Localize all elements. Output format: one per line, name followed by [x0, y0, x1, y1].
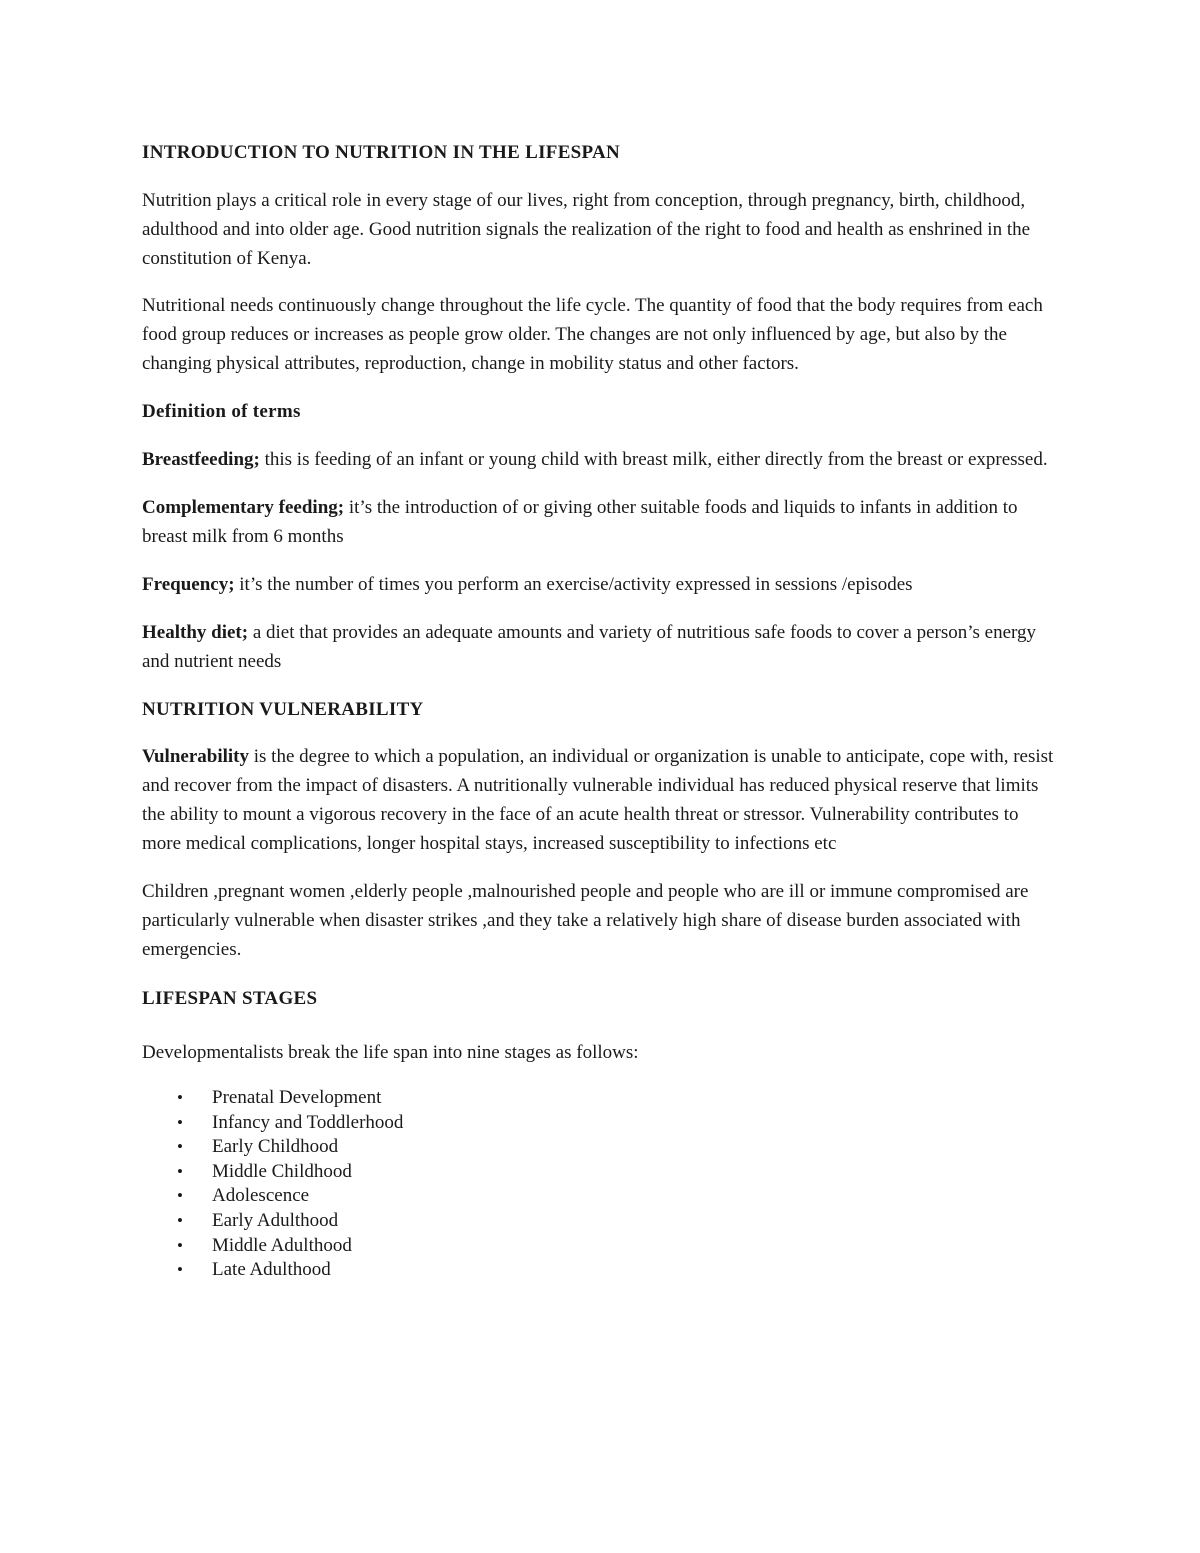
list-item: [142, 1160, 1062, 1185]
vulnerability-term: Vulnerability: [142, 746, 249, 767]
list-item: [142, 1234, 1062, 1259]
bullet-icon: •: [177, 1137, 183, 1157]
list-item: [142, 1135, 1062, 1160]
vulnerability-paragraph: [142, 742, 1062, 858]
stage-label: Middle Adulthood: [212, 1234, 352, 1256]
bullet-icon: •: [177, 1161, 183, 1181]
definition-term: Complementary feeding;: [142, 497, 345, 518]
definition-breastfeeding: [142, 445, 1062, 474]
definition-text: a diet that provides an adequate amounts and variety of nutritious safe foods to cover a person’s energy and nutrient needs: [142, 622, 1036, 672]
stage-label: Prenatal Development: [212, 1087, 382, 1108]
lifespan-intro: Developmentalists break the life span into nine stages as follows:: [142, 1042, 639, 1063]
definitions-heading: Definition of terms: [142, 401, 301, 422]
bullet-icon: •: [177, 1210, 183, 1230]
bullet-icon: •: [177, 1112, 183, 1132]
list-item: [142, 1111, 1062, 1136]
document-page: [142, 138, 1062, 1283]
definition-healthy-diet: [142, 618, 1062, 676]
lifespan-stages-list: [142, 1086, 1062, 1283]
intro-paragraph-1: Nutrition plays a critical role in every stage of our lives, right from conception, through pregnancy, birth, childhood, adulthood and into older age. Good nutrition signals the realization of the right to food and health as enshrined in the constitution of Kenya.: [142, 190, 1031, 269]
vulnerable-groups-paragraph: Children ,pregnant women ,elderly people ,malnourished people and people who are ill or immune compromised are particularly vulnerable when disaster strikes ,and they take a relatively high share of disease burden associated with emergencies.: [142, 881, 1029, 960]
definition-text: it’s the introduction of or giving other suitable foods and liquids to infants in addition to breast milk from 6 months: [142, 497, 1018, 547]
definition-complementary-feeding: [142, 493, 1062, 551]
definition-term: Frequency;: [142, 574, 235, 595]
vulnerability-text: is the degree to which a population, an individual or organization is unable to anticipate, cope with, resist and recover from the impact of disasters. A nutritionally vulnerable individual has reduced physical reserve that limits the ability to mount a vigorous recovery in the face of an acute health threat or stressor. Vulnerability contributes to more medical complications, longer hospital stays, increased susceptibility to infections etc: [142, 746, 1054, 854]
list-item: [142, 1086, 1062, 1111]
stage-label: Early Childhood: [212, 1136, 339, 1158]
list-item: [142, 1184, 1062, 1209]
definition-term: Healthy diet;: [142, 622, 249, 643]
definition-term: Breastfeeding;: [142, 449, 260, 470]
lifespan-stages-heading: LIFESPAN STAGES: [142, 988, 318, 1009]
list-item: [142, 1209, 1062, 1234]
stage-label: Late Adulthood: [212, 1259, 331, 1281]
definition-frequency: [142, 570, 1062, 599]
stage-label: Early Adulthood: [212, 1209, 339, 1231]
bullet-icon: •: [177, 1260, 183, 1280]
bullet-icon: •: [177, 1235, 183, 1255]
intro-paragraph-2: Nutritional needs continuously change throughout the life cycle. The quantity of food that the body requires from each food group reduces or increases as people grow older. The changes are not only influenced by age, but also by the changing physical attributes, reproduction, change in mobility status and other factors.: [142, 295, 1043, 374]
document-title: INTRODUCTION TO NUTRITION IN THE LIFESPAN: [142, 142, 621, 163]
bullet-icon: •: [177, 1186, 183, 1206]
stage-label: Middle Childhood: [212, 1160, 352, 1182]
list-item: [142, 1258, 1062, 1283]
definition-text: it’s the number of times you perform an exercise/activity expressed in sessions /episodes: [234, 574, 913, 595]
bullet-icon: •: [177, 1088, 183, 1107]
stage-label: Infancy and Toddlerhood: [212, 1111, 404, 1133]
definition-text: this is feeding of an infant or young child with breast milk, either directly from the breast or expressed.: [259, 449, 1048, 470]
stage-label: Adolescence: [212, 1185, 310, 1207]
vulnerability-heading: NUTRITION VULNERABILITY: [142, 699, 424, 720]
